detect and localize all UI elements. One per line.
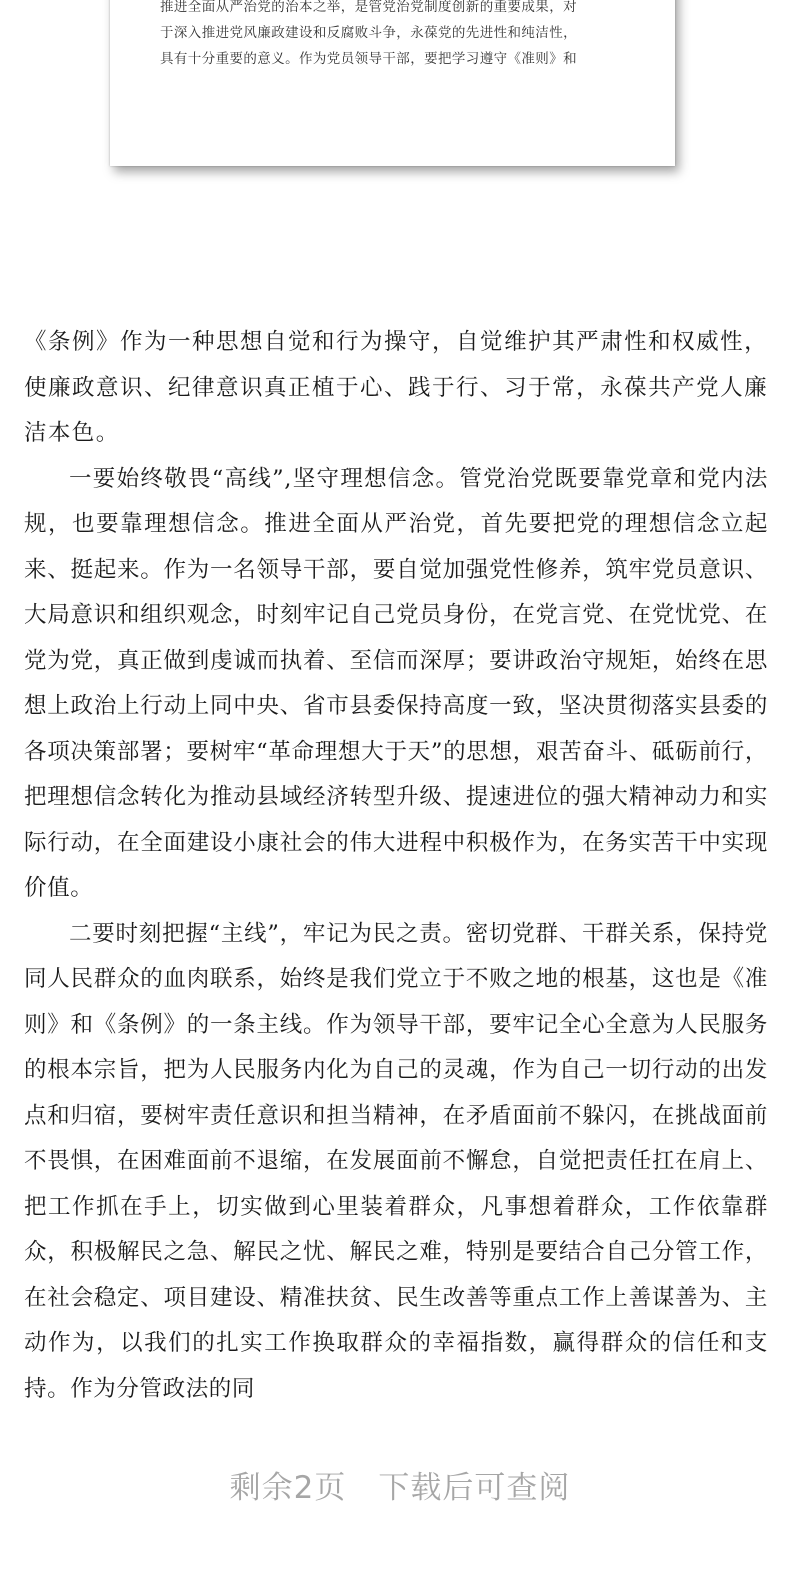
paragraph-high-line: 一要始终敬畏“高线”,坚守理想信念。管党治党既要靠党章和党内法规，也要靠理想信念。推进全面从严治党，首先要把党的理想信念立起来、挺起来。作为一名领导干部，要自觉加强党性修养，筑牢党员意识、大局意识和组织观念，时刻牢记自己党员身份，在党言党、在党忧党、在党为党，真正做到虔诚而执着、至信而深厚；要讲政治守规矩，始终在思想上政治上行动上同中央、省市县委保持高度一致，坚决贯彻落实县委的各项决策部署；要树牢“革命理想大于天”的思想，艰苦奋斗、砥砺前行，把理想信念转化为推动县域经济转型升级、提速进位的强大精神动力和实际行动，在全面建设小康社会的伟大进程中积极作为，在务实苦干中实现价值。 <box>24 465 768 901</box>
preview-line-1: 推进全面从严治党的治本之举，是管党治党制度创新的重要成果，对 <box>160 0 577 15</box>
page-preview-card <box>110 0 675 166</box>
paragraph-main-line: 二要时刻把握“主线”，牢记为民之责。密切党群、干群关系，保持党同人民群众的血肉联系，始终是我们党立于不败之地的根基，这也是《准则》和《条例》的一条主线。作为领导干部，要牢记全心全意为人民服务的根本宗旨，把为人民服务内化为自己的灵魂，作为自己一切行动的出发点和归宿，要树牢责任意识和担当精神，在矛盾面前不躲闪，在挑战面前不畏惧，在困难面前不退缩，在发展面前不懈怠，自觉把责任扛在肩上、把工作抓在手上，切实做到心里装着群众，凡事想着群众，工作依靠群众，积极解民之急、解民之忧、解民之难，特别是要结合自己分管工作，在社会稳定、项目建设、精准扶贫、民生改善等重点工作上善谋善为、主动作为，以我们的扎实工作换取群众的幸福指数，赢得群众的信任和支持。作为分管政法的同 <box>24 920 768 1402</box>
paragraph-continuation: 《条例》作为一种思想自觉和行为操守，自觉维护其严肃性和权威性，使廉政意识、纪律意识真正植于心、践于行、习于常，永葆共产党人廉洁本色。 <box>24 329 768 446</box>
preview-line-3: 具有十分重要的意义。作为党员领导干部，要把学习遵守《准则》和 <box>160 51 577 67</box>
remaining-pages-notice[interactable]: 剩余2页 下载后可查阅 <box>229 1470 571 1506</box>
preview-line-2: 于深入推进党风廉政建设和反腐败斗争，永葆党的先进性和纯洁性， <box>160 25 577 41</box>
document-body <box>24 320 768 1412</box>
